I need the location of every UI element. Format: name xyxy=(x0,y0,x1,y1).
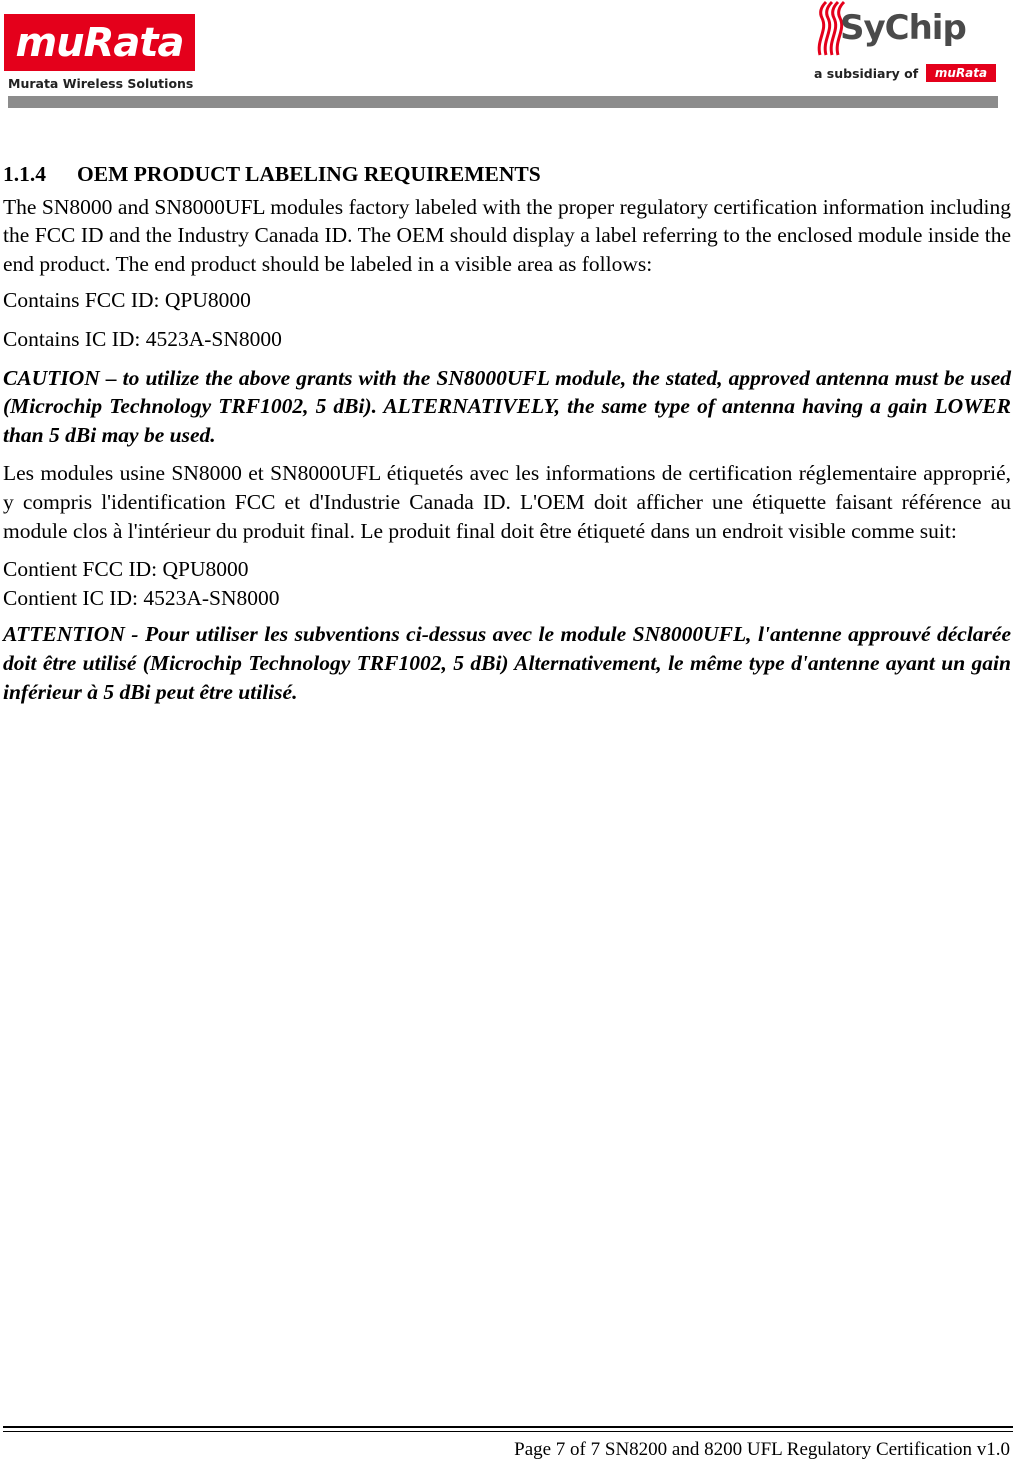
section-number: 1.1.4 xyxy=(3,162,46,186)
sychip-logo xyxy=(810,0,1000,90)
paragraph-labeling-fr: Les modules usine SN8000 et SN8000UFL étiquetés avec les informations de certification réglementaire approprié, y compris l'identification FCC et d'Industrie Canada ID. L'OEM doit afficher une étiquette faisant référence au module clos à l'intérieur du produit final. Le produit final doit être étiqueté dans un endroit visible comme suit: xyxy=(3,461,1011,543)
fcc-id-line-en: Contains FCC ID: QPU8000 xyxy=(3,288,251,313)
ic-id-line-en: Contains IC ID: 4523A-SN8000 xyxy=(3,326,282,351)
murata-logo-text: muRata xyxy=(15,19,184,66)
document-body xyxy=(3,160,1011,714)
header-divider-bar xyxy=(8,96,998,108)
caution-paragraph-fr: ATTENTION - Pour utiliser les subventions ci-dessus avec le module SN8000UFL, l'antenne approuvé déclarée doit être utilisé (Microchip Technology TRF1002, 5 dBi) Alternativement, le même type d'antenne ayant un gain inférieur à 5 dBi peut être utilisé. xyxy=(3,622,1011,704)
murata-logo xyxy=(4,14,195,92)
footer-rule-thin xyxy=(3,1431,1013,1432)
murata-tagline: Murata Wireless Solutions xyxy=(8,76,194,91)
caution-paragraph-en: CAUTION – to utilize the above grants with the SN8000UFL module, the stated, approved antenna must be used (Microchip Technology TRF1002, 5 dBi). ALTERNATIVELY, the same type of antenna having a gain LOWER than 5 dBi may be used. xyxy=(3,365,1011,447)
page-footer: Page 7 of 7 SN8200 and 8200 UFL Regulatory Certification v1.0 xyxy=(514,1439,1010,1460)
sychip-logo-text: SyChip xyxy=(840,8,966,48)
murata-logo-mark xyxy=(4,14,195,71)
section-title: OEM PRODUCT LABELING REQUIREMENTS xyxy=(77,162,541,186)
section-heading xyxy=(3,160,1011,189)
paragraph-labeling-en: The SN8000 and SN8000UFL modules factory labeled with the proper regulatory certification information including the FCC ID and the Industry Canada ID. The OEM should display a label referring to the enclosed module inside the end product. The end product should be labeled in a visible area as follows: xyxy=(3,194,1011,276)
fcc-id-line-fr: Contient FCC ID: QPU8000 xyxy=(3,557,249,582)
sychip-tagline: a subsidiary of xyxy=(814,66,919,81)
sychip-murata-badge: muRata xyxy=(926,64,996,82)
ic-id-line-fr: Contient IC ID: 4523A-SN8000 xyxy=(3,585,280,610)
footer-rule xyxy=(3,1426,1013,1428)
